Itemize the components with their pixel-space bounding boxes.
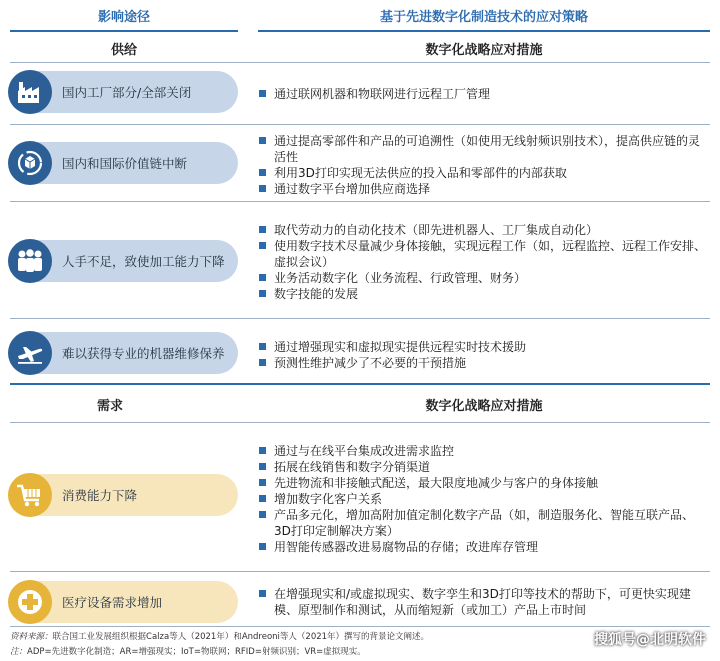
demand-strategy-header: 数字化战略应对措施 (425, 398, 543, 414)
list-item: 通过增强现实和虚拟现实提供远程实时技术援助 (258, 339, 706, 355)
list-item: 通过联网机器和物联网进行远程工厂管理 (258, 86, 706, 102)
shopping-cart-icon (8, 473, 52, 517)
pathway-label: 消费能力下降 (62, 488, 138, 503)
list-item: 数字技能的发展 (258, 286, 706, 302)
divider (10, 422, 710, 423)
list-item: 利用3D打印实现无法供应的投入品和零部件的内部获取 (258, 165, 706, 181)
list-item: 使用数字技术尽量减少身体接触，实现远程工作（如，远程监控、远程工作安排、虚拟会议） (258, 238, 706, 270)
list-item: 先进物流和非接触式配送，最大限度地减少与客户的身体接触 (258, 475, 706, 491)
divider (10, 124, 710, 125)
list-item: 在增强现实和/或虚拟现实、数字孪生和3D打印等技术的帮助下，可更快实现建模、原型制作和测试，从而缩短新（或加工）产品上市时间 (258, 586, 706, 618)
list-item: 通过与在线平台集成改进需求监控 (258, 443, 706, 459)
section-divider (10, 383, 710, 385)
list-item: 通过提高零部件和产品的可追溯性（如使用无线射频识别技术），提高供应链的灵活性 (258, 133, 706, 165)
divider (10, 62, 710, 63)
column-header-strategy: 基于先进数字化制造技术的应对策略 (379, 9, 588, 25)
medical-cross-icon (8, 580, 52, 624)
pathway-label: 人手不足，致使加工能力下降 (62, 254, 225, 269)
divider (10, 318, 710, 319)
pathway-label: 国内工厂部分/全部关闭 (62, 85, 192, 100)
pathway-labor-shortage (10, 240, 238, 282)
pathway-label: 国内和国际价值链中断 (62, 156, 188, 171)
list-item: 预测性维护减少了不必要的干预措施 (258, 355, 706, 371)
list-item: 取代劳动力的自动化技术（即先进机器人、工厂集成自动化） (258, 222, 706, 238)
note-label: 注： (10, 647, 28, 657)
pathway-label: 医疗设备需求增加 (62, 595, 163, 610)
pathway-value-chain-disruption (10, 142, 238, 184)
pathway-medical-demand (10, 581, 238, 623)
source-text: 联合国工业发展组织根据Calza等人（2021年）和Andreoni等人（2021年）撰写的背景论文阐述。 (52, 632, 430, 642)
strategy-list (258, 586, 706, 618)
watermark: 搜狐号@北明软件 (594, 632, 706, 648)
strategy-list (258, 133, 706, 197)
strategy-list (258, 339, 706, 371)
list-item: 产品多元化，增加高附加值定制化数字产品（如，制造服务化、智能互联产品、3D打印定制解决方案） (258, 507, 706, 539)
list-item: 拓展在线销售和数字分销渠道 (258, 459, 706, 475)
column-header-pathway: 影响途径 (97, 9, 150, 25)
pathway-consumption-decline (10, 474, 238, 516)
list-item: 通过数字平台增加供应商选择 (258, 181, 706, 197)
strategy-list (258, 222, 706, 302)
pathway-factory-closure (10, 71, 238, 113)
header-divider (258, 30, 710, 32)
source-label: 资料来源： (10, 632, 53, 642)
header-divider (10, 30, 238, 32)
people-icon (8, 239, 52, 283)
divider (10, 626, 710, 627)
airplane-icon (8, 331, 52, 375)
divider (10, 201, 710, 202)
pathway-label: 难以获得专业的机器维修保养 (62, 346, 225, 361)
list-item: 用智能传感器改进易腐物品的存储；改进库存管理 (258, 539, 706, 555)
recycle-box-icon (8, 141, 52, 185)
list-item: 业务活动数字化（业务流程、行政管理、财务） (258, 270, 706, 286)
pathway-maintenance-access (10, 332, 238, 374)
supply-strategy-header: 数字化战略应对措施 (425, 42, 543, 58)
abbreviation-note (10, 645, 366, 657)
note-text: ADP=先进数字化制造；AR=增强现实；IoT=物联网；RFID=射频识别；VR=虚拟现实。 (27, 647, 366, 657)
list-item: 增加数字化客户关系 (258, 491, 706, 507)
factory-icon (8, 70, 52, 114)
strategy-list (258, 86, 706, 102)
divider (10, 571, 710, 572)
demand-section-label: 需求 (96, 398, 123, 414)
strategy-list (258, 443, 706, 555)
supply-section-label: 供给 (110, 42, 137, 58)
source-note (10, 630, 429, 642)
